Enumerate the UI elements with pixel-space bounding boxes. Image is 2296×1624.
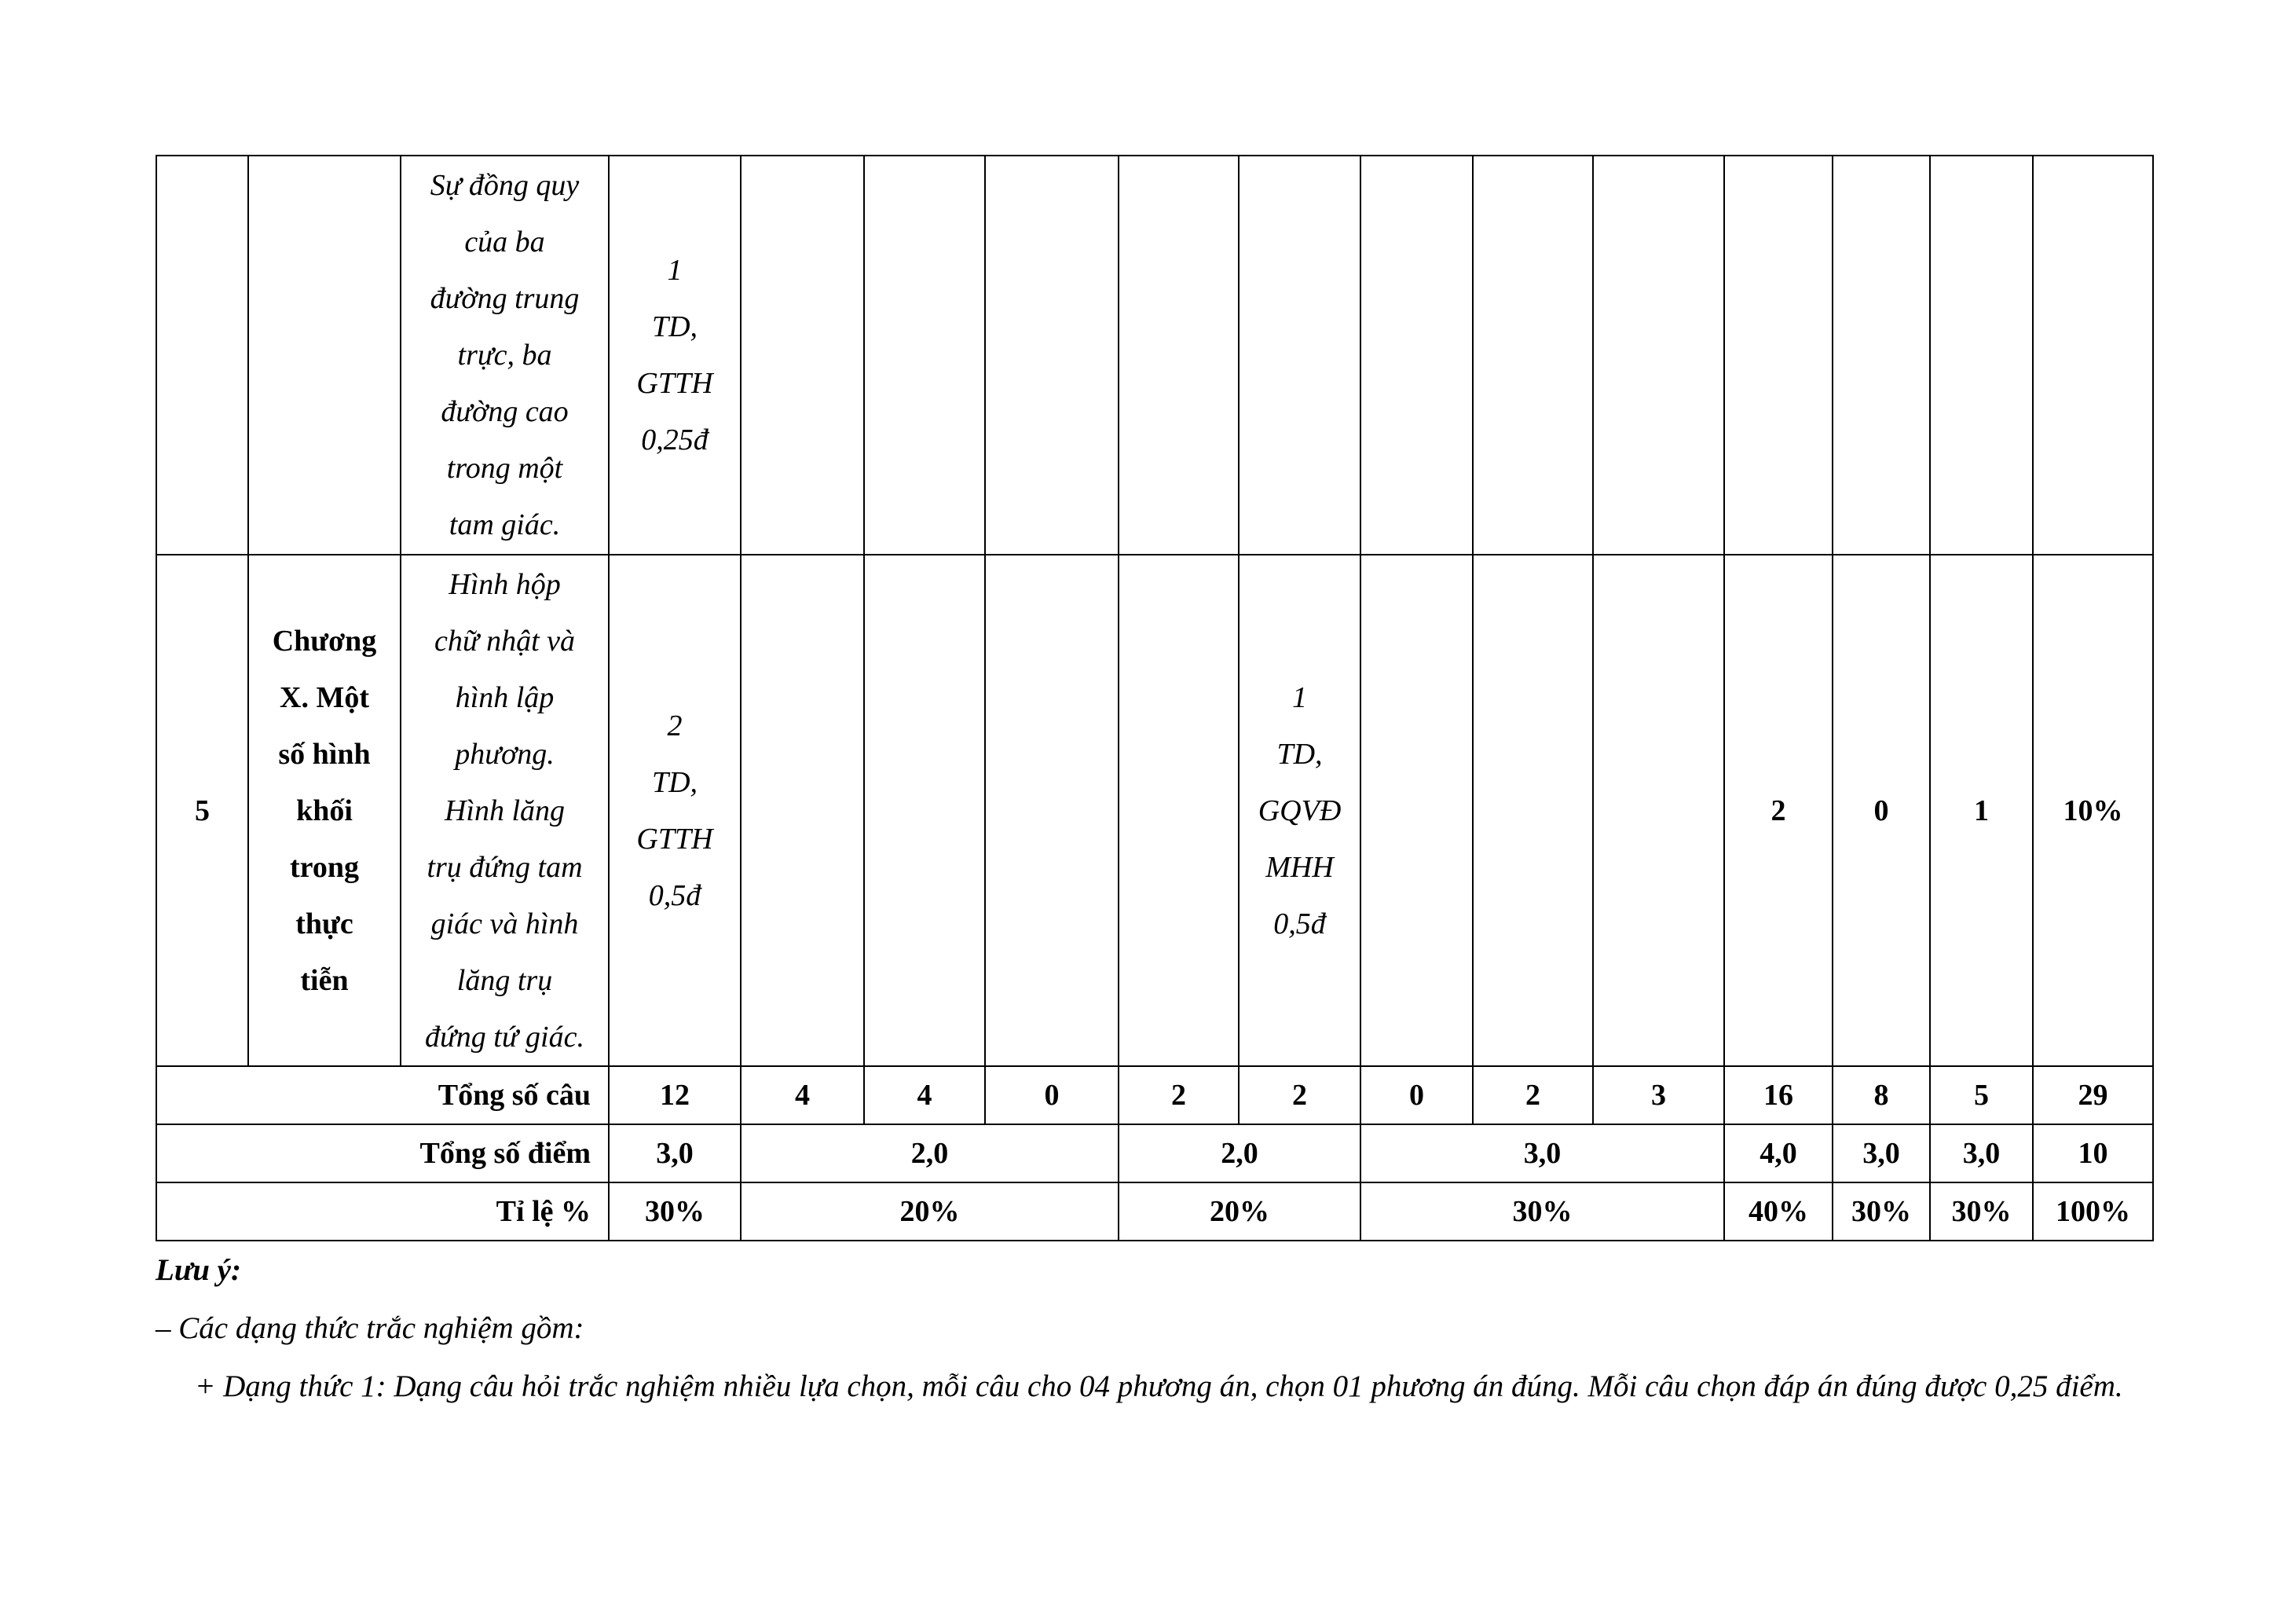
level-cell [741, 156, 864, 555]
level-cell [1360, 156, 1473, 555]
points-cell: 3,0 [1833, 1124, 1930, 1182]
count-cell: 1 [1930, 555, 2033, 1066]
points-cell: 3,0 [1360, 1124, 1724, 1182]
count-cell [1930, 156, 2033, 555]
points-cell: 2,0 [1119, 1124, 1360, 1182]
ratio-cell: 20% [1119, 1182, 1360, 1241]
level-cell [864, 156, 985, 555]
table-row [156, 156, 2153, 555]
total-cell: 29 [2033, 1066, 2153, 1124]
level-cell [1473, 156, 1593, 555]
ratio-cell: 30% [1360, 1182, 1724, 1241]
notes-title: Lưu ý: [156, 1253, 241, 1287]
stt-cell: 5 [156, 555, 248, 1066]
lesson-cell: Sự đồng quy của ba đường trung trực, ba đường cao trong một tam giác. [401, 156, 609, 555]
stt-cell [156, 156, 248, 555]
total-points-row [156, 1124, 2153, 1182]
chapter-cell: Chương X. Một số hình khối trong thực tiễn [248, 555, 401, 1066]
level-cell [864, 555, 985, 1066]
count-cell: 2 [1724, 555, 1833, 1066]
total-cell: 2 [1239, 1066, 1360, 1124]
chapter-cell [248, 156, 401, 555]
points-cell: 2,0 [741, 1124, 1119, 1182]
notes-line-1: – Các dạng thức trắc nghiệm gồm: [156, 1311, 584, 1345]
level-cell [741, 555, 864, 1066]
ratio-cell: 100% [2033, 1182, 2153, 1241]
count-cell: 0 [1833, 555, 1930, 1066]
level-cell [1119, 555, 1239, 1066]
total-points-label: Tổng số điểm [156, 1124, 609, 1182]
level-cell [985, 555, 1119, 1066]
total-cell: 2 [1119, 1066, 1239, 1124]
points-cell: 4,0 [1724, 1124, 1833, 1182]
points-cell: 3,0 [1930, 1124, 2033, 1182]
points-cell: 3,0 [609, 1124, 741, 1182]
count-cell [1724, 156, 1833, 555]
ratio-label: Tỉ lệ % [156, 1182, 609, 1241]
total-cell: 0 [985, 1066, 1119, 1124]
points-cell: 10 [2033, 1124, 2153, 1182]
level-cell [1593, 156, 1724, 555]
assessment-matrix-table [156, 155, 2154, 1241]
level-cell [1593, 555, 1724, 1066]
level-cell: 2 TD, GTTH 0,5đ [609, 555, 741, 1066]
count-cell [1833, 156, 1930, 555]
ratio-cell: 40% [1724, 1182, 1833, 1241]
total-cell: 8 [1833, 1066, 1930, 1124]
notes-line-2: + Dạng thức 1: Dạng câu hỏi trắc nghiệm nhiều lựa chọn, mỗi câu cho 04 phương án, chọn 01 phương án đúng. Mỗi câu chọn đáp án đúng được 0,25 điểm. [195, 1369, 2123, 1403]
ratio-cell: 20% [741, 1182, 1119, 1241]
total-cell: 12 [609, 1066, 741, 1124]
total-cell: 2 [1473, 1066, 1593, 1124]
lesson-cell: Hình hộp chữ nhật và hình lập phương. Hình lăng trụ đứng tam giác và hình lăng trụ đứng tứ giác. [401, 555, 609, 1066]
notes-section [156, 1241, 2146, 1416]
total-questions-label: Tổng số câu [156, 1066, 609, 1124]
percent-cell: 10% [2033, 555, 2153, 1066]
total-cell: 0 [1360, 1066, 1473, 1124]
total-cell: 3 [1593, 1066, 1724, 1124]
total-cell: 16 [1724, 1066, 1833, 1124]
level-cell: 1 TD, GQVĐ MHH 0,5đ [1239, 555, 1360, 1066]
total-questions-row [156, 1066, 2153, 1124]
level-cell: 1 TD, GTTH 0,25đ [609, 156, 741, 555]
level-cell [1473, 555, 1593, 1066]
total-cell: 4 [741, 1066, 864, 1124]
ratio-row [156, 1182, 2153, 1241]
level-cell [1239, 156, 1360, 555]
total-cell: 5 [1930, 1066, 2033, 1124]
level-cell [1119, 156, 1239, 555]
ratio-cell: 30% [609, 1182, 741, 1241]
total-cell: 4 [864, 1066, 985, 1124]
table-row [156, 555, 2153, 1066]
percent-cell [2033, 156, 2153, 555]
ratio-cell: 30% [1930, 1182, 2033, 1241]
ratio-cell: 30% [1833, 1182, 1930, 1241]
level-cell [1360, 555, 1473, 1066]
level-cell [985, 156, 1119, 555]
